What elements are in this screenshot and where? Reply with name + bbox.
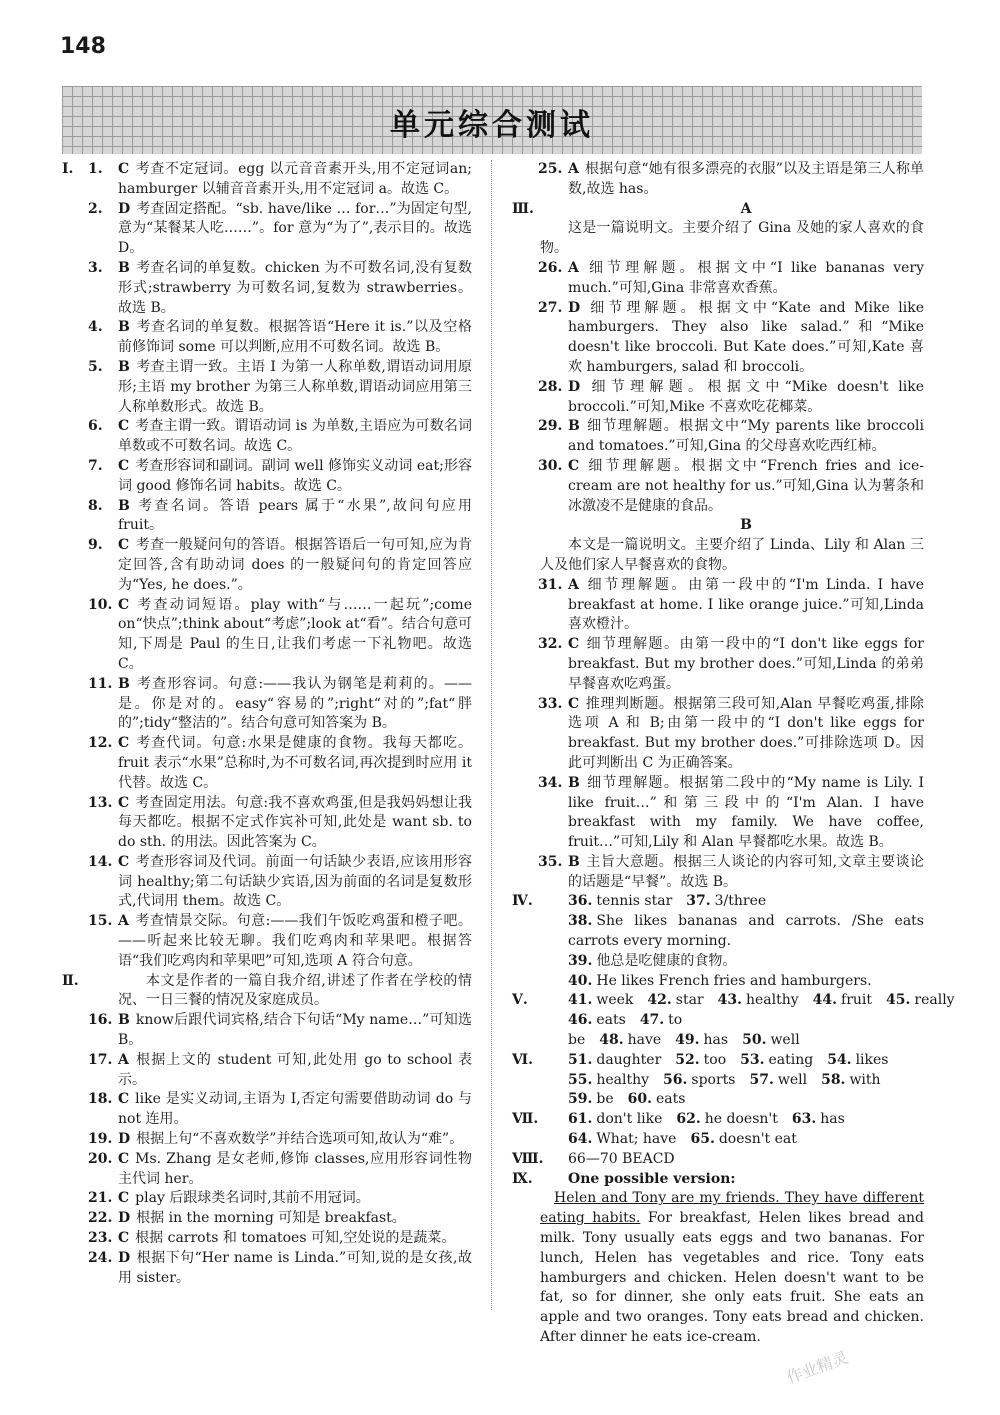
item-answer: tennis star xyxy=(596,893,673,910)
item-number: 52. xyxy=(675,1051,700,1068)
item-explanation: 考查名词的单复数。chicken 为不可数名词,没有复数形式;strawberry 为可数名词,复数为 strawberries。故选 B。 xyxy=(118,259,472,316)
item-number: 16. xyxy=(88,1012,113,1029)
short-answer xyxy=(568,1131,676,1147)
item-explanation: 细节理解题。根据第二段中的“My name is Lily. I like fruit…”和第三段中的“I'm Alan. I have breakfast with my family. We have coffee, fruit…”可知,Lily 和 Alan 早餐都吃水果。故选 B。 xyxy=(568,774,924,851)
item-number: 48. xyxy=(599,1032,624,1049)
item-number: 35. xyxy=(538,853,563,870)
item-number: 47. xyxy=(639,1012,665,1029)
item-number: 10. xyxy=(88,596,113,613)
item-number: 17. xyxy=(88,1051,113,1068)
item-number: 38. xyxy=(568,913,593,930)
short-answer xyxy=(568,1111,662,1127)
item-number: 51. xyxy=(568,1051,593,1068)
item-number: 11. xyxy=(88,675,113,692)
answer-item xyxy=(512,853,924,893)
item-number: 34. xyxy=(538,774,563,791)
section-vi xyxy=(512,1051,924,1110)
answer-item xyxy=(62,1189,472,1209)
item-answer: doesn't eat xyxy=(718,1131,797,1148)
answer-item xyxy=(62,200,472,259)
item-answer: has xyxy=(820,1111,845,1128)
item-explanation: 细节理解题。根据文中“French fries and ice-cream are not healthy for us.”可知,Gina 认为薯条和冰激凌不是健康的食品。 xyxy=(568,457,924,514)
item-number: 44. xyxy=(812,992,838,1009)
answer-item xyxy=(62,675,472,734)
item-answer: A xyxy=(118,913,129,930)
short-answer xyxy=(663,1072,735,1088)
short-answer xyxy=(568,992,633,1008)
item-number: 53. xyxy=(740,1051,765,1068)
short-answer xyxy=(676,1111,777,1127)
item-explanation: 细节理解题。由第一段中的“I'm Linda. I have breakfast at home. I like orange juice.”可知,Linda 喜欢橙汁。 xyxy=(568,576,924,633)
short-answer xyxy=(568,973,872,989)
item-explanation: 考查名词的单复数。根据答语“Here it is.”以及空格前修饰词 some 可以判断,应用不可数名词。故选 B。 xyxy=(118,319,472,356)
item-answer: be xyxy=(596,1091,614,1108)
title-banner xyxy=(62,86,922,154)
item-number: 2. xyxy=(88,200,103,217)
watermark: 作业精灵 xyxy=(784,1347,851,1388)
item-number: 32. xyxy=(538,636,563,653)
item-answer: C xyxy=(118,596,130,613)
item-number: 27. xyxy=(538,299,563,316)
answer-item xyxy=(62,1229,472,1249)
item-answer: well xyxy=(770,1032,800,1049)
answer-item xyxy=(512,259,924,299)
item-answer: B xyxy=(118,358,130,375)
short-answer xyxy=(690,1131,796,1147)
answer-item xyxy=(62,1209,472,1229)
item-answer: eats xyxy=(655,1091,686,1108)
item-number: 7. xyxy=(88,457,103,474)
item-number: 18. xyxy=(88,1091,113,1108)
item-answer: too xyxy=(703,1051,727,1068)
item-number: 41. xyxy=(568,992,593,1009)
passage-intro: 本文是作者的一篇自我介绍,讲述了作者在学校的情况、一日三餐的情况及家庭成员。 xyxy=(118,972,472,1009)
item-number: 60. xyxy=(627,1091,652,1108)
left-column xyxy=(62,160,472,1288)
section-label: Ⅷ. xyxy=(512,1150,544,1167)
short-answer xyxy=(599,1032,661,1048)
item-answer: C xyxy=(118,418,130,435)
item-explanation: 根据上句“不喜欢数学”并结合选项可知,故认为“难”。 xyxy=(136,1131,464,1148)
item-explanation: like 是实义动词,主语为 I,否定句需要借助动词 do 与 not 连用。 xyxy=(118,1091,472,1128)
answer-item xyxy=(62,1130,472,1150)
item-explanation: know后跟代词宾格,结合下句话“My name…”可知选 B。 xyxy=(118,1012,472,1049)
short-answer xyxy=(568,1012,626,1028)
essay-body: For breakfast, Helen likes bread and milk. Tony usually eats eggs and two bananas. For lunch, Helen has vegetables and rice. Tony eats hamburgers and chicken. Helen doesn't want to be fat, so for dinner, she only eats fruit. She eats an apple and two oranges. Tony eats bread and chicken. After dinner he eats ice-cream. xyxy=(540,1210,924,1346)
item-answer: A xyxy=(568,161,579,177)
item-answer: A xyxy=(118,1051,129,1068)
section-label: Ⅸ. xyxy=(512,1170,533,1187)
answer-item xyxy=(512,160,924,200)
item-number: 57. xyxy=(749,1071,774,1088)
item-number: 36. xyxy=(568,893,593,910)
item-answer: B xyxy=(118,319,130,336)
short-answer xyxy=(740,1052,813,1068)
answer-item xyxy=(62,318,472,358)
item-answer: B xyxy=(118,1012,130,1029)
item-answer: B xyxy=(568,418,580,435)
column-divider xyxy=(491,160,492,1310)
item-explanation: 根据 carrots 和 tomatoes 可知,空处说的是蔬菜。 xyxy=(135,1230,456,1247)
section-ii-intro xyxy=(62,972,472,1012)
essay-topic-sentence: Helen and Tony are my friends. They have different eating habits. xyxy=(540,1190,924,1227)
section-viii xyxy=(512,1150,924,1170)
answer-item xyxy=(62,1011,472,1051)
item-answer: D xyxy=(118,1249,131,1266)
short-answer xyxy=(647,992,703,1008)
item-number: 33. xyxy=(538,695,563,712)
short-answer xyxy=(718,992,799,1008)
item-number: 22. xyxy=(88,1210,113,1227)
item-answer: sports xyxy=(691,1071,736,1088)
item-number: 26. xyxy=(538,259,563,276)
item-answer: healthy xyxy=(745,992,799,1009)
item-explanation: 根据下句“Her name is Linda.”可知,说的是女孩,故用 sister。 xyxy=(118,1249,472,1286)
item-number: 58. xyxy=(821,1071,846,1088)
item-answer: A xyxy=(568,259,579,276)
item-answer: C xyxy=(568,457,580,474)
short-answer xyxy=(742,1032,800,1048)
item-explanation: 考查名词。答语 pears 属于“水果”,故问句应用 fruit。 xyxy=(118,497,472,534)
item-number: 4. xyxy=(88,319,103,336)
item-answer: healthy xyxy=(596,1071,650,1088)
item-answer: to be xyxy=(568,1012,683,1049)
item-answer: don't like xyxy=(596,1111,663,1128)
item-number: 8. xyxy=(88,497,103,514)
item-answer: C xyxy=(118,1150,130,1167)
item-answer: C xyxy=(568,695,580,712)
item-answer: C xyxy=(118,735,130,752)
item-number: 1. xyxy=(88,161,103,177)
item-answer: C xyxy=(118,1230,130,1247)
section-label: Ⅳ. xyxy=(512,893,533,910)
answer-item xyxy=(512,635,924,694)
item-explanation: 细节理解题。根据文中“I like bananas very much.”可知,Gina 非常喜欢香蕉。 xyxy=(568,259,924,296)
item-number: 29. xyxy=(538,418,563,435)
answer-sequence: 66—70 BEACD xyxy=(568,1150,675,1167)
item-explanation: 考查不定冠词。egg 以元音音素开头,用不定冠词an; hamburger 以辅音音素开头,用不定冠词 a。故选 C。 xyxy=(118,161,472,197)
item-number: 55. xyxy=(568,1071,593,1088)
item-number: 45. xyxy=(886,992,911,1009)
item-number: 5. xyxy=(88,358,103,375)
item-number: 42. xyxy=(647,992,672,1009)
item-explanation: 细节理解题。根据文中“Kate and Mike like hamburgers. They also like salad.”和“Mike doesn't like broccoli. But Kate does.”可知,Kate 喜欢 hamburgers, salad 和 broccoli。 xyxy=(568,299,924,375)
item-number: 61. xyxy=(568,1111,593,1128)
answer-item xyxy=(62,160,472,200)
item-answer: She likes bananas and carrots. /She eats carrots every morning. xyxy=(568,913,924,950)
short-answer xyxy=(568,1052,661,1068)
answer-item xyxy=(62,1150,472,1190)
item-number: 39. xyxy=(568,952,593,969)
item-answer: daughter xyxy=(596,1051,662,1068)
short-answer xyxy=(821,1072,880,1088)
section-label: Ⅵ. xyxy=(512,1051,533,1068)
section-label: Ⅰ. xyxy=(62,161,74,177)
answer-item xyxy=(512,299,924,378)
item-number: 6. xyxy=(88,418,103,435)
item-number: 62. xyxy=(676,1111,701,1128)
answer-item xyxy=(512,417,924,457)
item-number: 13. xyxy=(88,794,113,811)
item-answer: D xyxy=(568,378,581,395)
item-answer: likes xyxy=(855,1051,889,1068)
item-answer: C xyxy=(568,636,580,653)
item-explanation: 细节理解题。根据文中“My parents like broccoli and tomatoes.”可知,Gina 的父母喜欢吃西红柿。 xyxy=(568,418,924,455)
item-number: 43. xyxy=(717,992,742,1009)
item-number: 23. xyxy=(88,1230,113,1247)
item-number: 46. xyxy=(568,1012,593,1029)
item-number: 21. xyxy=(88,1190,113,1207)
answer-item xyxy=(62,853,472,912)
answer-item xyxy=(62,794,472,853)
item-answer: D xyxy=(118,200,131,217)
passage-intro-b: 本文是一篇说明文。主要介绍了 Linda、Lily 和 Alan 三人及他们家人早餐喜欢的食物。 xyxy=(540,537,924,573)
answer-item xyxy=(512,695,924,774)
section-label: Ⅶ. xyxy=(512,1111,539,1128)
section-iii xyxy=(512,200,924,220)
item-answer: fruit xyxy=(841,992,873,1009)
short-answer xyxy=(749,1072,807,1088)
answer-item xyxy=(62,536,472,595)
item-answer: C xyxy=(118,1190,130,1207)
item-explanation: 考查代词。句意:水果是健康的食物。我每天都吃。fruit 表示“水果”总称时,为不可数名词,再次提到时应用 it 代替。故选 C。 xyxy=(118,735,472,791)
item-number: 65. xyxy=(690,1131,715,1148)
item-explanation: 考查动词短语。play with“与……一起玩”;come on“快点”;think about“考虑”;look at“看”。结合句意可知,下周是 Paul 的生日,让我们考虑一下礼物吧。故选 C。 xyxy=(118,596,472,672)
item-explanation: 考查主谓一致。主语 I 为第一人称单数,谓语动词用原形;主语 my brother 为第三人称单数,谓语动词应用第三人称单数形式。故选 B。 xyxy=(118,358,472,415)
item-number: 30. xyxy=(538,457,563,474)
item-answer: have xyxy=(627,1032,662,1049)
item-number: 37. xyxy=(686,893,711,910)
passage-title-b: B xyxy=(740,517,752,534)
item-number: 20. xyxy=(88,1150,113,1167)
item-answer: has xyxy=(703,1032,729,1049)
item-answer: 3/three xyxy=(714,893,767,910)
item-number: 14. xyxy=(88,853,113,870)
item-answer: B xyxy=(568,774,580,791)
sample-essay xyxy=(512,1189,924,1347)
item-answer: 他总是吃健康的食物。 xyxy=(596,952,737,969)
short-answer xyxy=(886,992,955,1008)
item-explanation: 细节理解题。由第一段中的“I don't like eggs for breakfast. But my brother does.”可知,Linda 的弟弟早餐喜欢吃鸡蛋。 xyxy=(568,636,924,692)
answer-item xyxy=(62,417,472,457)
item-explanation: 根据 in the morning 可知是 breakfast。 xyxy=(136,1210,406,1227)
item-answer: B xyxy=(118,675,130,692)
section-ix xyxy=(512,1170,924,1190)
item-explanation: 细节理解题。根据文中“Mike doesn't like broccoli.”可知,Mike 不喜欢吃花椰菜。 xyxy=(568,378,924,415)
item-explanation: 考查固定用法。句意:我不喜欢鸡蛋,但是我妈妈想让我每天都吃。根据不定式作宾补可知,此处是 want sb. to do sth. 的用法。因此答案为 C。 xyxy=(118,794,472,851)
item-answer: well xyxy=(777,1071,808,1088)
passage-intro-a: 这是一篇说明文。主要介绍了 Gina 及她的家人喜欢的食物。 xyxy=(540,220,924,257)
item-explanation: 根据句意“她有很多漂亮的衣服”以及主语是第三人称单数,故选 has。 xyxy=(568,161,924,197)
item-number: 12. xyxy=(88,735,113,752)
item-explanation: 主旨大意题。根据三人谈论的内容可知,文章主要谈论的话题是“早餐”。故选 B。 xyxy=(568,853,924,890)
item-number: 50. xyxy=(742,1032,767,1049)
answer-item xyxy=(512,576,924,635)
item-answer: star xyxy=(675,992,704,1009)
item-number: 40. xyxy=(568,972,593,989)
short-answer xyxy=(675,1052,726,1068)
item-number: 19. xyxy=(88,1131,113,1148)
section-vii xyxy=(512,1110,924,1150)
item-explanation: 根据上文的 student 可知,此处用 go to school 表示。 xyxy=(118,1051,472,1088)
answer-item xyxy=(512,774,924,853)
item-answer: he doesn't xyxy=(704,1111,778,1128)
item-answer: with xyxy=(849,1071,881,1088)
section-label: Ⅱ. xyxy=(62,972,79,989)
page-number: 148 xyxy=(60,34,106,59)
answer-item xyxy=(62,259,472,318)
answer-item xyxy=(62,457,472,497)
answer-item xyxy=(62,497,472,537)
short-answer xyxy=(675,1032,728,1048)
item-number: 31. xyxy=(538,576,563,593)
short-answer xyxy=(686,893,766,909)
item-answer: really xyxy=(914,992,955,1009)
item-explanation: 考查形容词。句意:——我认为钢笔是莉莉的。——是。你是对的。easy“容易的”;right“对的”;fat“胖的”;tidy“整洁的”。结合句意可知答案为 B。 xyxy=(118,675,472,732)
section-iv xyxy=(512,892,924,991)
item-number: 28. xyxy=(538,378,563,395)
answer-item xyxy=(62,358,472,417)
item-answer: C xyxy=(118,1091,130,1108)
item-explanation: 考查形容词和副词。副词 well 修饰实义动词 eat;形容词 good 修饰名词 habits。故选 C。 xyxy=(118,457,472,494)
item-number: 54. xyxy=(827,1051,852,1068)
short-answer xyxy=(568,1091,614,1107)
item-number: 3. xyxy=(88,259,103,276)
item-answer: C xyxy=(118,457,130,474)
short-answer xyxy=(568,893,672,909)
item-explanation: 推理判断题。根据第三段可知,Alan 早餐吃鸡蛋,排除选项 A 和 B;由第一段中的“I don't like eggs for breakfast. But my brother does.”可排除选项 D。因此可判断出 C 为正确答案。 xyxy=(568,695,924,771)
item-number: 49. xyxy=(675,1032,700,1049)
item-explanation: 考查形容词及代词。前面一句话缺少表语,应该用形容词 healthy;第二句话缺少宾语,因为前面的名词是复数形式,代词用 them。故选 C。 xyxy=(118,853,472,910)
passage-title-a: A xyxy=(740,200,752,217)
section-label: Ⅲ. xyxy=(512,200,534,217)
item-number: 59. xyxy=(568,1091,593,1108)
answer-item xyxy=(62,1249,472,1289)
item-explanation: 考查情景交际。句意:——我们午饭吃鸡蛋和橙子吧。——听起来比较无聊。我们吃鸡肉和苹果吧。根据答语“我们吃鸡肉和苹果吧”可知,选项 A 符合句意。 xyxy=(118,913,472,969)
item-answer: D xyxy=(568,299,581,316)
right-column xyxy=(512,160,955,1348)
short-answer xyxy=(568,913,924,949)
item-answer: eating xyxy=(768,1051,814,1068)
answer-item xyxy=(62,734,472,793)
page-title: 单元综合测试 xyxy=(390,108,594,143)
section-v xyxy=(512,991,955,1050)
item-answer: B xyxy=(118,259,130,276)
answer-item xyxy=(62,596,472,675)
item-number: 15. xyxy=(88,913,113,930)
item-number: 9. xyxy=(88,537,103,554)
answer-item xyxy=(512,378,924,418)
item-explanation: 考查一般疑问句的答语。根据答语后一句可知,应为肯定回答,含有助动词 does 的一般疑问句的肯定回答应为“Yes, he does.”。 xyxy=(118,537,472,593)
item-explanation: 考查主谓一致。谓语动词 is 为单数,主语应为可数名词单数或不可数名词。故选 C。 xyxy=(118,418,472,455)
item-answer: C xyxy=(118,794,130,811)
essay-heading: One possible version: xyxy=(568,1170,736,1187)
item-answer: A xyxy=(568,576,579,593)
short-answer xyxy=(827,1052,888,1068)
answer-item xyxy=(512,457,924,516)
short-answer xyxy=(813,992,872,1008)
item-explanation: 考查固定搭配。“sb. have/like … for…”为固定句型,意为“某餐某人吃……”。for 意为“为了”,表示目的。故选 D。 xyxy=(118,200,472,257)
answer-item xyxy=(62,1051,472,1091)
short-answer xyxy=(628,1091,686,1107)
short-answer xyxy=(568,953,736,969)
item-answer: eats xyxy=(596,1012,626,1029)
item-answer: C xyxy=(118,537,130,554)
item-answer: D xyxy=(118,1210,131,1227)
item-explanation: play 后跟球类名词时,其前不用冠词。 xyxy=(135,1190,370,1207)
item-answer: What; have xyxy=(596,1131,677,1148)
answer-item xyxy=(62,1090,472,1130)
item-answer: B xyxy=(568,853,580,870)
short-answer xyxy=(568,1072,649,1088)
item-answer: C xyxy=(118,853,130,870)
item-number: 64. xyxy=(568,1131,593,1148)
item-number: 24. xyxy=(88,1249,113,1266)
item-answer: week xyxy=(596,992,634,1009)
item-answer: D xyxy=(118,1131,131,1148)
item-explanation: Ms. Zhang 是女老师,修饰 classes,应用形容词性物主代词 her。 xyxy=(118,1150,472,1187)
item-number: 63. xyxy=(791,1111,817,1128)
answer-item xyxy=(62,912,472,971)
short-answer xyxy=(792,1111,845,1127)
item-answer: He likes French fries and hamburgers. xyxy=(596,972,872,989)
item-answer: B xyxy=(118,497,130,514)
item-number: 25. xyxy=(538,161,563,177)
section-label: Ⅴ. xyxy=(512,992,528,1009)
item-number: 56. xyxy=(663,1071,688,1088)
item-answer: C xyxy=(118,161,130,177)
